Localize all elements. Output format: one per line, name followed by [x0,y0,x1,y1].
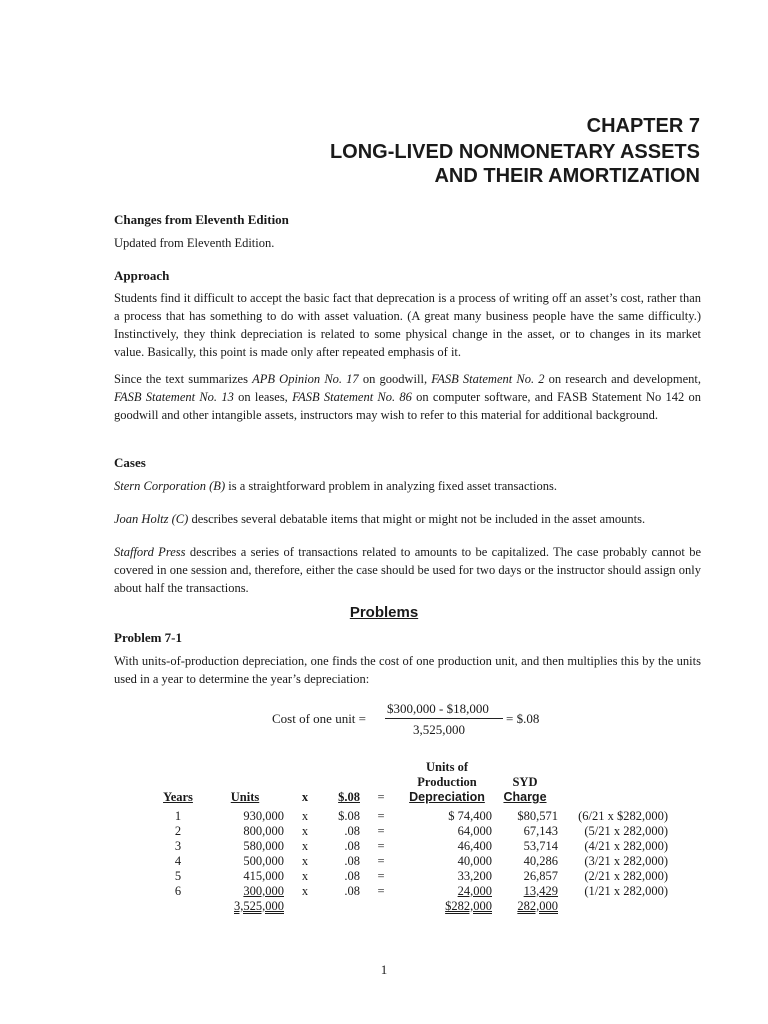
col-depreciation: Depreciation [409,790,485,804]
case-stafford: Stafford Press describes a series of transactions related to amounts to be capitalized. The case probably cannot be covered in one session and, therefore, either the case should be used for two days or the instructor should assign only about half the transactions. [114,545,701,595]
total-units: 3,525,000 [234,899,284,913]
formula-denominator: 3,525,000 [413,722,465,737]
header-syd: SYD [512,775,538,789]
problem-7-1-heading: Problem 7-1 [114,630,182,645]
chapter-title-line1: LONG-LIVED NONMONETARY ASSETS [329,141,700,163]
case-holtz: Joan Holtz (C) describes several debatable items that might or might not be included in the asset amounts. [114,512,646,526]
approach-paragraph-2: Since the text summarizes APB Opinion No. 17 on goodwill, FASB Statement No. 2 on research and development, FASB Statement No. 13 on leases, FASB Statement No. 86 on computer software, and FASB Statement No 142 on goodwill and other intangible assets, instructors may wish to refer to this material for additional background. [114,372,701,422]
formula-numerator: $300,000 - $18,000 [387,701,489,716]
chapter-number: CHAPTER 7 [586,115,700,137]
col-charge: Charge [503,790,547,804]
table-row: 5 415,000 x .08 = 33,200 26,857 (2/21 x 282,000) [174,869,668,883]
table-row: 4 500,000 x .08 = 40,000 40,286 (3/21 x 282,000) [174,854,668,868]
chapter-title-line2: AND THEIR AMORTIZATION [434,165,700,187]
col-units: Units [230,790,260,804]
col-eq: = [377,790,385,804]
fraction-bar [385,718,503,719]
changes-heading: Changes from Eleventh Edition [114,212,289,227]
problem-7-1-text: With units-of-production depreciation, one finds the cost of one production unit, and then multiplies this by the units used in a year to determine the year’s depreciation: [114,654,701,686]
col-x: x [301,790,309,804]
cases-heading: Cases [114,455,146,470]
problems-title: Problems [349,604,419,621]
depreciation-table [150,760,668,914]
col-years: Years [163,790,193,804]
approach-heading: Approach [114,268,170,283]
total-depreciation: $282,000 [445,899,492,913]
formula-result: = $.08 [506,711,540,726]
table-row: 1 930,000 x $.08 = $ 74,400 $80,571 (6/21 x $282,000) [174,809,668,823]
changes-text: Updated from Eleventh Edition. [114,236,275,250]
table-row: 2 800,000 x .08 = 64,000 67,143 (5/21 x 282,000) [174,824,668,838]
approach-paragraph-1: Students find it difficult to accept the basic fact that deprecation is a process of writing off an asset’s cost, rather than a process that has something to do with asset valuation. (A great many business people have the same difficulty.) Instinctively, they think depreciation is related to some physical change in the asset, or to changes in its market value. Basically, this point is made only after repeated emphasis of it. [114,291,701,359]
formula-label: Cost of one unit = [272,711,366,726]
col-rate: $.08 [338,790,360,804]
header-production: Production [417,775,477,789]
total-syd: 282,000 [517,899,558,913]
page-number: 1 [380,962,388,977]
totals-row [150,899,668,914]
case-stern: Stern Corporation (B) is a straightforward problem in analyzing fixed asset transactions. [114,479,557,493]
table-row: 3 580,000 x .08 = 46,400 53,714 (4/21 x 282,000) [174,839,668,853]
table-row: 6 300,000 x .08 = 24,000 13,429 (1/21 x 282,000) [174,884,668,898]
header-units-of: Units of [425,760,469,774]
